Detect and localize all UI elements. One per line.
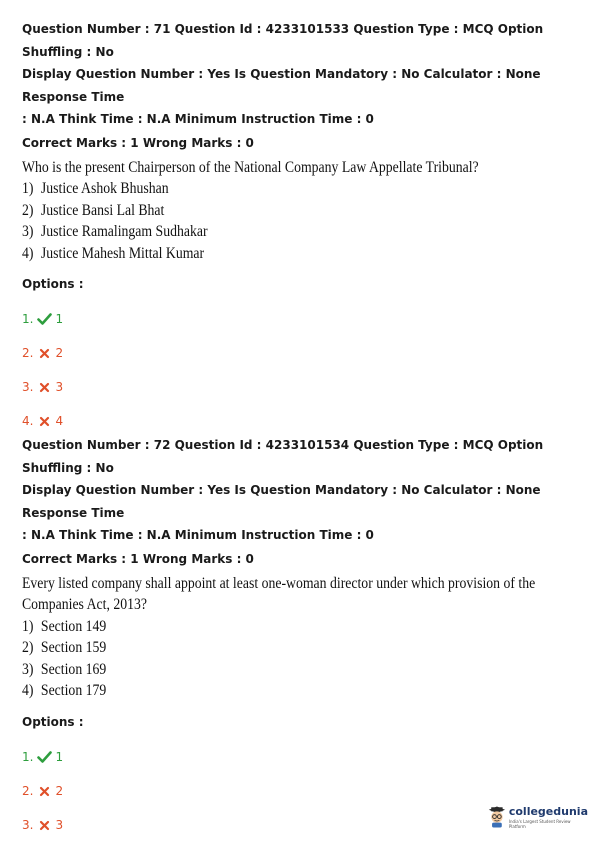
question-stem: Every listed company shall appoint at least one-woman director under which provision of the xyxy=(22,574,536,592)
question-meta-line: Display Question Number : Yes Is Question Mandatory : No Calculator : None Response Time xyxy=(22,483,541,520)
option-row xyxy=(22,378,582,396)
option-value: 1 xyxy=(55,749,64,764)
logo-tagline: India's Largest Student Review Platform xyxy=(508,819,571,829)
option-row xyxy=(22,412,582,430)
option-value: 2 xyxy=(55,346,64,360)
choice-item xyxy=(22,616,538,638)
cross-icon xyxy=(37,785,52,797)
cross-icon xyxy=(37,415,52,427)
choice-text: Justice Ashok Bhushan xyxy=(40,180,169,197)
choice-item xyxy=(22,637,538,659)
question-meta-line: Question Number : 71 Question Id : 4233101533 Question Type : MCQ Option Shuffling : No xyxy=(22,22,544,59)
question-text xyxy=(22,573,538,702)
option-index: 2. xyxy=(22,783,34,798)
question-meta-line: : N.A Think Time : N.A Minimum Instruction Time : 0 xyxy=(22,528,374,542)
options-label: Options : xyxy=(22,277,84,291)
option-index: 3. xyxy=(22,380,34,394)
question-meta-line: Question Number : 72 Question Id : 4233101534 Question Type : MCQ Option Shuffling : No xyxy=(22,438,544,475)
choice-item xyxy=(22,221,538,243)
option-row xyxy=(22,344,582,362)
choice-text: Section 159 xyxy=(40,639,107,656)
choice-text: Section 179 xyxy=(40,682,107,699)
options-label: Options : xyxy=(22,714,84,729)
choice-number: 3) xyxy=(22,223,34,240)
choice-text: Justice Ramalingam Sudhakar xyxy=(40,223,208,240)
choice-number: 1) xyxy=(22,617,34,635)
mascot-icon xyxy=(488,804,506,830)
question-stem: Companies Act, 2013? xyxy=(22,596,147,613)
option-value: 2 xyxy=(55,783,64,798)
choice-number: 1) xyxy=(22,180,34,197)
choice-item xyxy=(22,659,538,681)
choice-item xyxy=(22,178,538,200)
option-value: 4 xyxy=(55,414,64,428)
choice-text: Justice Mahesh Mittal Kumar xyxy=(40,244,205,262)
choice-number: 2) xyxy=(22,639,34,656)
check-icon xyxy=(37,751,52,763)
choice-item xyxy=(22,680,538,702)
question-text xyxy=(22,157,538,265)
option-index: 1. xyxy=(22,749,34,764)
choice-text: Justice Bansi Lal Bhat xyxy=(40,201,165,219)
marks-line: Correct Marks : 1 Wrong Marks : 0 xyxy=(22,135,254,150)
choice-item xyxy=(22,243,538,265)
choice-number: 4) xyxy=(22,682,34,699)
option-value: 1 xyxy=(55,312,64,326)
option-index: 1. xyxy=(22,312,34,326)
question-block-72 xyxy=(22,434,582,834)
choice-item xyxy=(22,200,538,222)
question-stem: Who is the present Chairperson of the National Company Law Appellate Tribunal? xyxy=(22,158,479,176)
cross-icon xyxy=(37,819,52,831)
choice-number: 4) xyxy=(22,244,34,262)
logo-text xyxy=(509,805,588,829)
choice-text: Section 169 xyxy=(40,660,107,678)
marks-line: Correct Marks : 1 Wrong Marks : 0 xyxy=(22,551,254,566)
option-index: 2. xyxy=(22,346,34,360)
choice-number: 2) xyxy=(22,201,34,219)
option-row xyxy=(22,748,582,766)
option-value: 3 xyxy=(55,380,64,394)
question-meta-line: Display Question Number : Yes Is Question Mandatory : No Calculator : None Response Time xyxy=(22,67,541,104)
logo-name: collegedunia xyxy=(508,805,588,818)
choice-number: 3) xyxy=(22,660,34,678)
cross-icon xyxy=(37,347,52,359)
question-meta-line: : N.A Think Time : N.A Minimum Instruction Time : 0 xyxy=(22,112,374,126)
option-index: 4. xyxy=(22,414,34,428)
choice-text: Section 149 xyxy=(40,617,107,635)
check-icon xyxy=(37,313,52,325)
option-value: 3 xyxy=(55,817,64,832)
option-index: 3. xyxy=(22,817,34,832)
question-block-71 xyxy=(22,18,582,430)
option-row xyxy=(22,782,582,800)
collegedunia-logo xyxy=(488,800,588,834)
option-row xyxy=(22,310,582,328)
cross-icon xyxy=(37,381,52,393)
